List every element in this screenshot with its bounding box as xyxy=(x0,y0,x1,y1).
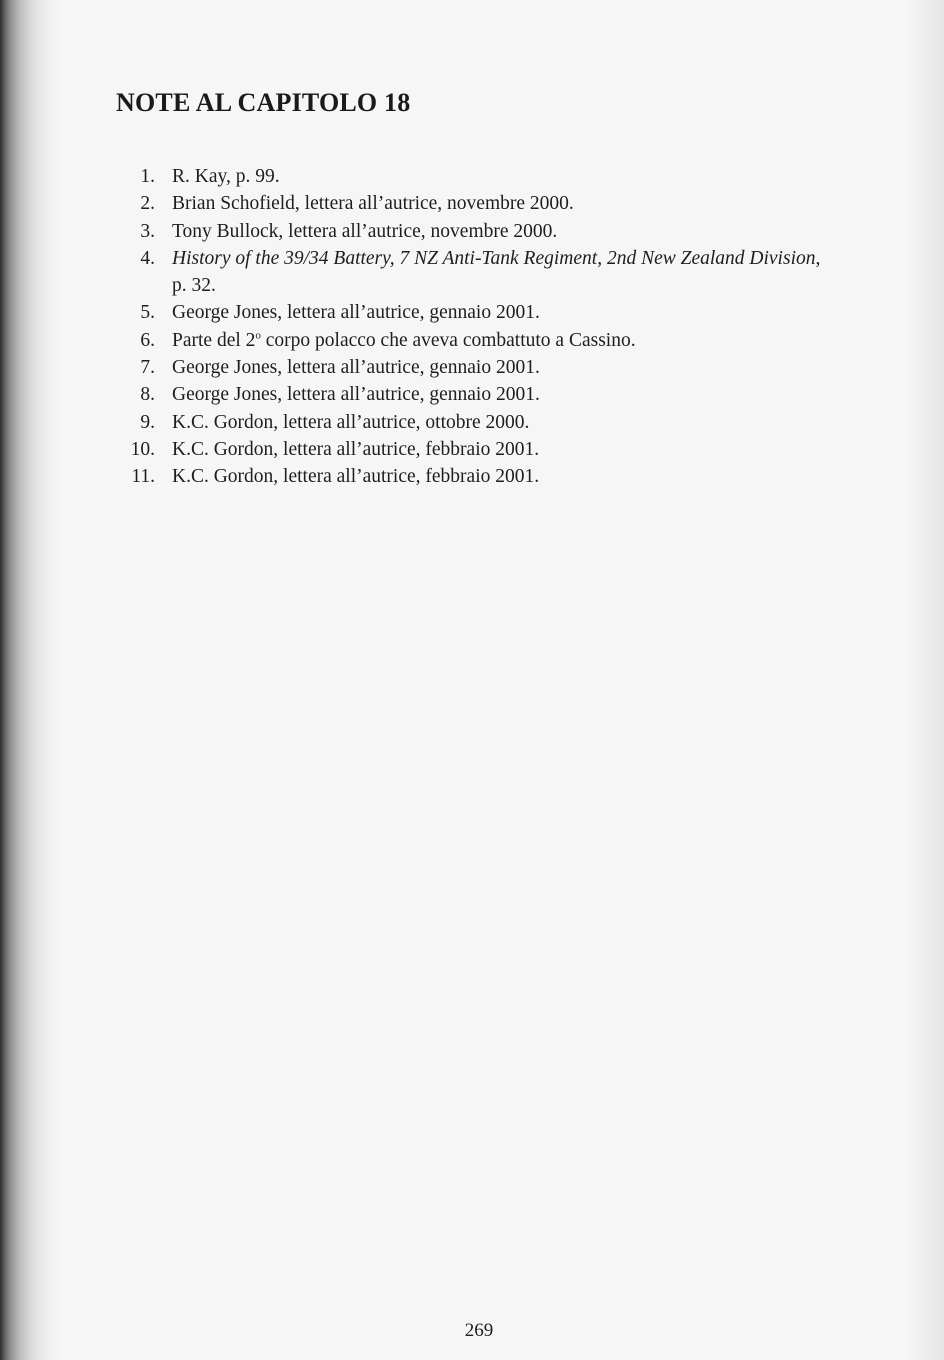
note-item xyxy=(116,163,836,190)
note-text: Tony Bullock, lettera all’autrice, novembre 2000. xyxy=(172,220,558,242)
note-text: George Jones, lettera all’autrice, gennaio 2001. xyxy=(172,302,540,324)
note-number: 3. xyxy=(140,220,155,242)
note-number: 4. xyxy=(140,247,155,269)
note-number: 2. xyxy=(140,193,155,215)
note-item xyxy=(116,218,836,245)
note-item xyxy=(116,327,836,354)
binding-shadow xyxy=(0,0,60,1360)
note-item xyxy=(116,463,836,490)
page-number: 269 xyxy=(464,1320,494,1341)
note-text: George Jones, lettera all’autrice, gennaio 2001. xyxy=(172,357,540,379)
note-text: R. Kay, p. 99. xyxy=(172,166,280,187)
note-text: , p. 32. xyxy=(172,247,821,297)
note-item xyxy=(116,381,836,408)
note-item xyxy=(116,245,836,300)
notes-list xyxy=(116,163,836,491)
note-text: George Jones, lettera all’autrice, gennaio 2001. xyxy=(172,384,540,406)
note-text: Brian Schofield, lettera all’autrice, novembre 2000. xyxy=(172,193,574,215)
note-italic-title: History of the 39/34 Battery, 7 NZ Anti-Tank Regiment, 2nd New Zealand Division xyxy=(172,247,816,269)
chapter-title: NOTE AL CAPITOLO 18 xyxy=(116,88,411,117)
note-number: 6. xyxy=(140,329,155,351)
note-number: 11. xyxy=(131,466,155,488)
note-number: 1. xyxy=(140,166,155,187)
note-number: 9. xyxy=(140,411,155,433)
note-text-before: Parte del 2 xyxy=(172,329,256,351)
page-edge-shade xyxy=(904,0,944,1360)
note-number: 8. xyxy=(140,384,155,406)
note-item xyxy=(116,299,836,326)
note-item xyxy=(116,354,836,381)
note-text: corpo polacco che aveva combattuto a Cassino. xyxy=(260,329,636,351)
note-text: K.C. Gordon, lettera all’autrice, febbraio 2001. xyxy=(172,438,540,460)
superscript: o xyxy=(255,329,261,342)
note-item xyxy=(116,409,836,436)
note-item xyxy=(116,190,836,217)
note-text: K.C. Gordon, lettera all’autrice, febbraio 2001. xyxy=(172,466,540,488)
note-text: K.C. Gordon, lettera all’autrice, ottobre 2000. xyxy=(172,411,530,433)
note-number: 7. xyxy=(140,357,155,379)
note-number: 5. xyxy=(140,302,155,324)
note-number: 10. xyxy=(130,438,155,460)
note-item xyxy=(116,436,836,463)
